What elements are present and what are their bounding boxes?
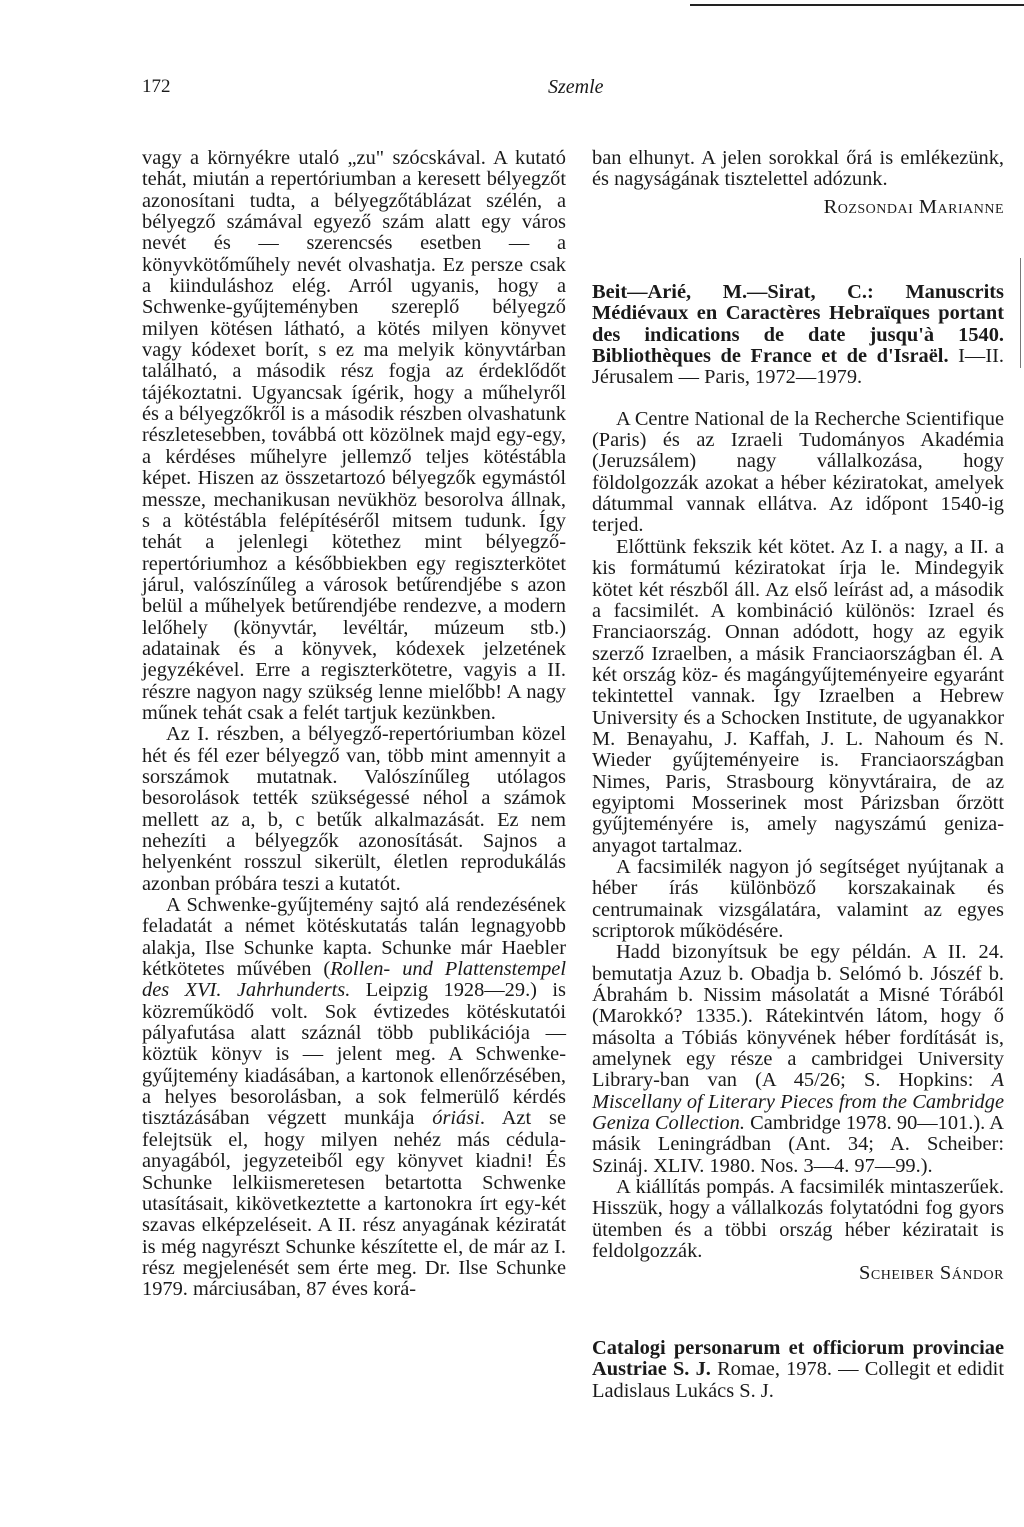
paragraph-text: A Schwenke-gyűjtemény sajtó alá rendezésének feladatát a német kötéskutatás talán legnagyobb alakja, Ilse Schunke kapta. Schunke már Haebler kétkötetes művében ( xyxy=(142,894,566,981)
paragraph: Az I. részben, a bélyegző-repertóriumban közel hét és fél ezer bélyegző van, több mint amennyit a sorszámok mutatnak. Valószínűleg utólagos besorolások tették szükségessé néhol a számok mellett az a, b, c betűk alkalmazását. Ez nem nehezíti a bélyegzők azonosítását. Sajnos a helyenként rosszul sikerült, életlen reprodukálás azonban próbára teszi a kutatót. xyxy=(142,723,566,895)
paragraph: Előttünk fekszik két kötet. Az I. a nagy, a II. a kis formátumú kéziratokat írja le. Mindegyik kötet két részből áll. Az első leírást ad, a második a facsimilét. A kombináció különös: Izrael és Franciaország. Onnan adódott, hogy az egyik szerző Izraelben, a másik Franciaországban él. A két ország köz- és magángyűjteményeire egyaránt tekintettel vannak. Így Izraelben a Hebrew University és a Schocken Institute, de ugyanakkor M. Benayahu, J. Kaffah, J. L. Nahoum és N. Wieder gyűjteményeire is. Franciaországban Nimes, Paris, Strasbourg könyvtáraira, de az egyiptomi Mosserinek most Párizsban őrzött gyűjteményére is, amely nagyszámú geniza-anyagot tartalmaz. xyxy=(592,535,1004,857)
paragraph-text: Leipzig 1928—29.) is közreműködő volt. Sok évtizedes kötéskutatói pályafutása alatt száznál több publikációja — köztük könyv is — jelent meg. A Schwenke-gyűjtemény kiadásában, a kartonok ellenőrzésében, a helyes besorolásban, a sok felmerülő kérdés tisztázásában végzett munkája xyxy=(142,979,566,1130)
signature: Scheiber Sándor xyxy=(859,1261,1004,1284)
citation-title: Rollen- und Plattenstempel des XVI. Jahrhunderts. xyxy=(142,958,566,1002)
signature: Rozsondai Marianne xyxy=(823,195,1004,218)
paragraph: A facsimilék nagyon jó segítséget nyújtanak a héber írás különböző korszakainak és centrumainak vizsgálatára, valamint az egyes scriptorok működésére. xyxy=(592,855,1004,942)
left-column xyxy=(142,148,566,1301)
page-number: 172 xyxy=(142,76,171,97)
emphasis: óriási xyxy=(432,1107,480,1130)
entry-title: Catalogi personarum et officiorum provinciae Austriae S. J. xyxy=(592,1336,1004,1381)
running-head: Szemle xyxy=(548,76,604,98)
spacer xyxy=(592,218,1004,282)
spacer xyxy=(592,1284,1004,1338)
paragraph xyxy=(142,895,566,1301)
paragraph xyxy=(592,942,1004,1177)
paragraph: vagy a környékre utaló „zu" szócskával. A kutató tehát, miután a repertóriumban a keresett bélyegzőt azonosítani tudta, a bélyegzőtáblázat szélén, a bélyegző számával egyező szám alatt egy város nevét és — szerencsés esetben — a könyvkötőműhely nevét olvashatja. Ez persze csak a kiinduláshoz elég. Arról ugyanis, hogy a Schwenke-gyűjteményben szereplő bélyegző milyen kötésen látható, a kötés milyen könyvet vagy kódexet borít, s ez ma melyik könyvtárban található, a második rész fogja az érdeklődőt tájékoztatni. Ugyancsak ígérik, hogy a műhelyről és a bélyegzőkről is a második részben olvashatunk részletesebben, továbbá ott közölnek majd egy-egy, a kérdéses műhelyre jellemző teljes kötéstábla képet. Hiszen az összetartozó bélyegzők egymástól messze, mechanikusan nevükhöz besorolva állnak, s a kötéstábla felépítéséről mitsem tudunk. Így tehát a jelenlegi kötethez mint bélyegző-repertóriumhoz a későbbiekben egy regiszterkötet járul, valószínűleg a városok betűrendjébe s azon belül a műhelyek betűrendjébe rendezve, a modern lelőhely (könyvtár, levéltár, múzeum stb.) adatainak és a könyvek, kódexek jelzetének jegyzékével. Erre a regiszterkötetre, vagyis a II. részre nagyon nagy szükség lenne mielőbb! A nagy műnek tehát csak a felét tartjuk kezünkben. xyxy=(142,147,566,724)
bibliographic-entry xyxy=(592,1338,1004,1402)
entry-title: Manuscrits Médiévaux en Caractères Hebraïques portant des indications de date jusqu'à 1540. Bibliothèques de France et de d'Israël. xyxy=(592,281,1004,368)
paragraph: A kiállítás pompás. A facsimilék mintaszerűek. Hisszük, hogy a vállalkozás folytatódni fog gyors ütemben és a többi ország héber kéziratait is feldolgozzák. xyxy=(592,1176,1004,1263)
bibliographic-entry xyxy=(592,282,1004,389)
margin-mark xyxy=(1020,258,1021,368)
paragraph: A Centre National de la Recherche Scientifique (Paris) és az Izraeli Tudományos Akadémia (Jeruzsálem) nagy vállalkozása, hogy földolgozzák azokat a héber kéziratokat, amelyek dátummal vannak ellátva. Az időpont 1540-ig terjed. xyxy=(592,407,1004,537)
entry-imprint: I—II. Jérusalem — Paris, 1972—1979. xyxy=(592,345,1004,389)
spacer xyxy=(592,389,1004,409)
citation-title: A Miscellany of Literary Pieces from the Cambridge Geniza Collection. xyxy=(592,1069,1004,1135)
top-rule xyxy=(690,4,1024,6)
paragraph-text: Hadd bizonyítsuk be egy példán. A II. 24. bemutatja Azuz b. Obadja b. Selómó b. Jószéf b. Ábrahám b. Nissim másolatát a Misné Tórából (Marokkó? 1335.). Rátekintvén látom, hogy ő másolta a Tóbiás könyvének héber fordítását is, amelynek egy része a cambridgei University Library-ban van (A 45/26; S. Hopkins: xyxy=(592,941,1004,1092)
entry-authors: Beit—Arié, M.—Sirat, C.: xyxy=(592,281,874,304)
paragraph-text: . Azt se felejtsük el, hogy milyen nehéz más cédula-anyagából, jegyzeteiből egy könyvet kiadni! És Schunke lelkiismeretesen betartotta Schwenke utasításait, kikövetkeztette a kartonokra írt egy-két szavas elképzeléseit. A II. rész anyagának kéziratát is még nagyrészt Schunke készítette el, de már az I. rész megjelenését sem érte meg. Dr. Ilse Schunke 1979. márciusában, 87 éves korá- xyxy=(142,1107,566,1301)
paragraph-text: Cambridge 1978. 90—101.). A másik Leningrádban (Ant. 34; A. Scheiber: Szináj. XLIV. 1980. Nos. 3—4. 97—99.). xyxy=(592,1112,1004,1177)
paragraph: ban elhunyt. A jelen sorokkal őrá is emlékezünk, és nagyságának tisztelettel adózunk. xyxy=(592,147,1004,191)
page-header xyxy=(142,76,926,106)
right-column xyxy=(592,148,1004,1402)
entry-imprint: Romae, 1978. — Collegit et edidit Ladislaus Lukács S. J. xyxy=(592,1358,1004,1402)
